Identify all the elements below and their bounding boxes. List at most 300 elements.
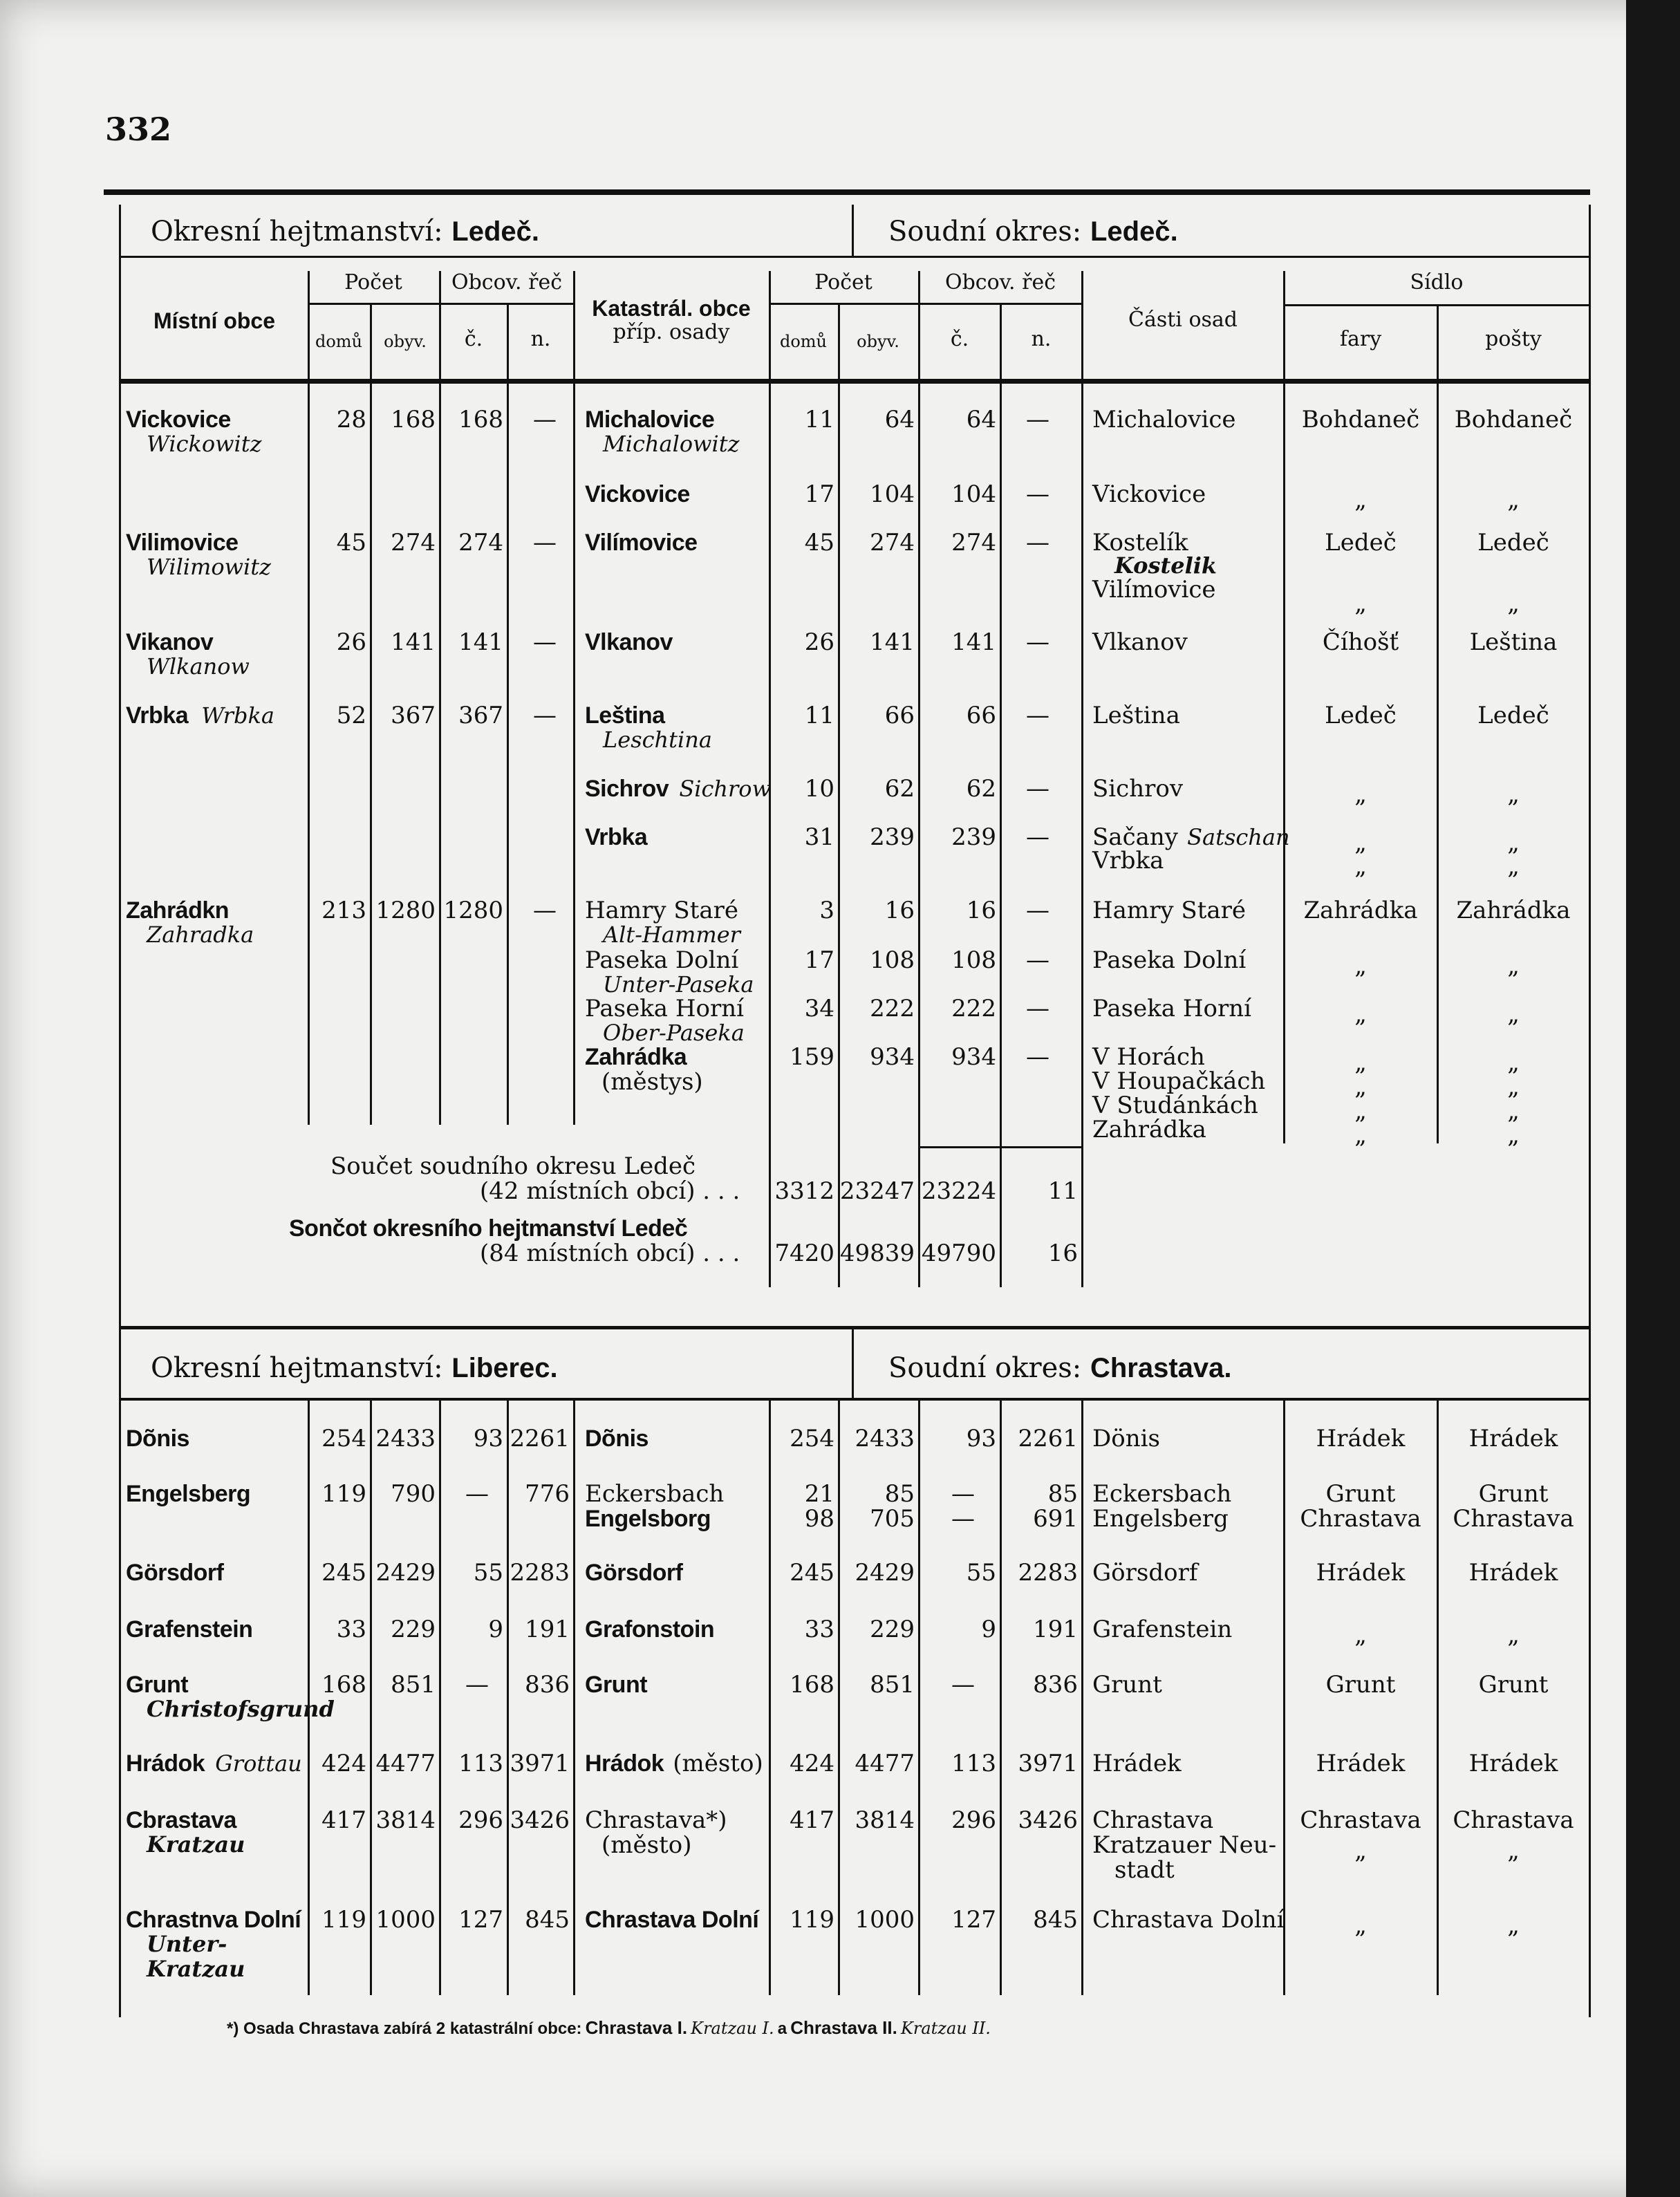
cell-domu: 33: [336, 1616, 366, 1643]
district-name: Liberec.: [451, 1353, 558, 1383]
cell-kdomu: 45: [804, 529, 834, 557]
cast-osady-4: Zahrádka: [1092, 1116, 1206, 1143]
posta: Ledeč: [1477, 529, 1549, 557]
cell-kn: —: [1026, 529, 1049, 557]
district-total-label-2: (84 místních obcí) . . .: [480, 1240, 740, 1267]
fara-2: „: [1354, 852, 1367, 880]
obec-name: Vickovice: [126, 406, 231, 433]
posta: „: [1507, 1621, 1520, 1649]
cell-obyv: 1000: [375, 1906, 436, 1934]
kat-name: Grafonstoin: [585, 1616, 715, 1643]
fara: „: [1354, 1000, 1367, 1028]
kat-name: Leština: [585, 702, 665, 729]
cell-kn: —: [1026, 1043, 1049, 1071]
cast-osady: Dönis: [1092, 1425, 1160, 1452]
district-total-c: 49790: [921, 1240, 996, 1267]
frame-right: [1589, 205, 1591, 1331]
cast-osady: Eckersbach: [1092, 1480, 1232, 1508]
cell-obyv: 4477: [375, 1750, 436, 1777]
col-domu-2: domů: [779, 332, 828, 351]
posta: Hrádek: [1468, 1425, 1558, 1452]
posta: Hrádek: [1468, 1559, 1558, 1587]
fara: Hrádek: [1316, 1559, 1406, 1587]
cell-kdomu: 21: [804, 1480, 834, 1508]
footnote-german-2: Kratzau II.: [900, 2019, 991, 2038]
cell-kdomu: 10: [804, 775, 834, 803]
footnote: [227, 2019, 991, 2037]
cell-domu: 417: [321, 1806, 366, 1834]
district-label: Okresní hejtmanství:: [151, 1352, 443, 1384]
fara-2: Chrastava: [1300, 1505, 1421, 1533]
fara-3: „: [1354, 1097, 1367, 1125]
cell-kc-2: —: [951, 1505, 975, 1533]
cell-domu: 168: [321, 1671, 366, 1699]
cell-kn: —: [1026, 995, 1049, 1022]
fara-2: „: [1354, 1073, 1367, 1101]
court-total-domu: 3312: [774, 1177, 834, 1205]
cast-osady: Grafenstein: [1092, 1616, 1233, 1643]
cell-kdomu: 245: [790, 1559, 834, 1587]
cell-kn: 191: [1033, 1616, 1078, 1643]
cell-c: 168: [458, 406, 503, 433]
cast-osady: Hrádek: [1092, 1750, 1182, 1777]
kat-name: Vrbka: [585, 824, 648, 850]
posta: „: [1507, 1911, 1520, 1939]
posta: Grunt: [1478, 1480, 1549, 1508]
kat-name: Michalovice: [585, 406, 715, 433]
cell-c: 367: [458, 702, 503, 729]
cast-osady-2: Kratzauer Neu-: [1092, 1831, 1277, 1859]
cast-osady-2: V Houpačkách: [1092, 1067, 1266, 1095]
kat-name: Hrádok: [585, 1750, 664, 1777]
cast-osady: Kostelík: [1092, 529, 1188, 557]
cell-kobyv: 16: [884, 897, 915, 924]
cell-kdomu: 34: [804, 995, 834, 1022]
cell-obyv: 851: [391, 1671, 436, 1699]
cast-osady: Sichrov: [1092, 775, 1184, 803]
footnote-text: *) Osada Chrastava zabírá 2 katastrální obce:: [227, 2019, 582, 2038]
header-divider-2: [852, 1329, 854, 1398]
col-sep: [1081, 271, 1083, 1287]
court-heading-2: [888, 1352, 1232, 1384]
cell-kdomu: 119: [790, 1906, 834, 1934]
cell-kdomu: 26: [804, 628, 834, 656]
cell-n: —: [533, 628, 557, 656]
cell-c: —: [465, 1480, 489, 1508]
kat-name: Eckersbach: [585, 1480, 725, 1508]
fara: „: [1354, 1621, 1367, 1649]
header-rule: [119, 256, 1589, 258]
obec-german-name: Grottau: [215, 1750, 302, 1777]
column-header-bottom-rule: [119, 379, 1589, 384]
cell-obyv: 2429: [375, 1559, 436, 1587]
cell-kn: 836: [1033, 1671, 1078, 1699]
fara: Grunt: [1325, 1480, 1396, 1508]
cell-domu: 45: [336, 529, 366, 557]
kat-german-name: Ober-Paseka: [603, 1020, 745, 1046]
cell-n: —: [533, 897, 557, 924]
district-total-n: 16: [1047, 1240, 1078, 1267]
cell-domu: 52: [336, 702, 366, 729]
kat-german-name: Michalowitz: [603, 431, 740, 457]
cell-n: 845: [525, 1906, 570, 1934]
cell-kdomu: 424: [790, 1750, 834, 1777]
district-total-obyv: 49839: [839, 1240, 915, 1267]
posta: Chrastava: [1453, 1806, 1574, 1834]
posta: Ledeč: [1477, 702, 1549, 729]
col-obcov: Obcov. řeč: [451, 270, 563, 295]
obec-german-name-2: Kratzau: [147, 1956, 245, 1982]
obec-german-name: Zahradka: [147, 922, 254, 948]
fara: „: [1354, 829, 1367, 857]
court-name: Ledeč.: [1090, 216, 1178, 247]
obec-name: Chrastnva Dolní: [126, 1907, 301, 1933]
cell-kc: 141: [951, 628, 996, 656]
footnote-bold-1: Chrastava I.: [585, 2017, 688, 2038]
cell-kobyv: 104: [870, 480, 915, 508]
posta: „: [1507, 952, 1520, 980]
cell-c: —: [465, 1671, 489, 1699]
district-total-domu: 7420: [774, 1240, 834, 1267]
posta: Hrádek: [1468, 1750, 1558, 1777]
court-label: Soudní okres:: [888, 216, 1082, 247]
cell-kobyv: 64: [884, 406, 915, 433]
posta: Leština: [1469, 628, 1558, 656]
kat-german-name: Leschtina: [603, 727, 712, 753]
cell-kn: —: [1026, 480, 1049, 508]
cell-c: 296: [458, 1806, 503, 1834]
district-label: Okresní hejtmanství:: [151, 216, 443, 247]
cell-kobyv: 934: [870, 1043, 915, 1071]
cell-kn: 845: [1033, 1906, 1078, 1934]
cell-kn: 3971: [1018, 1750, 1078, 1777]
book-gutter: [1626, 0, 1680, 2197]
cast-osady: Hamry Staré: [1092, 897, 1247, 924]
footnote-german-1: Kratzau I.: [691, 2019, 774, 2038]
page-number: 332: [105, 111, 172, 148]
cast-osady: Paseka Horní: [1092, 995, 1252, 1022]
posta: „: [1507, 1000, 1520, 1028]
fara: Chrastava: [1300, 1806, 1421, 1834]
kat-name: Paseka Dolní: [585, 946, 739, 974]
posta-2: Chrastava: [1453, 1505, 1574, 1533]
posta-2: „: [1507, 1837, 1520, 1864]
kat-subtitle: (městys): [601, 1068, 703, 1096]
col-obyv: obyv.: [384, 332, 427, 351]
cell-kobyv: 222: [870, 995, 915, 1022]
posta: Zahrádka: [1456, 897, 1571, 924]
posta-3: „: [1507, 1097, 1520, 1125]
cell-obyv: 274: [391, 529, 436, 557]
posta: „: [1507, 1049, 1520, 1076]
col-pocet-2: Počet: [814, 270, 872, 295]
cell-kobyv: 1000: [855, 1906, 915, 1934]
posta-2: „: [1507, 852, 1520, 880]
cell-domu: 28: [336, 406, 366, 433]
obec-name: Engelsberg: [126, 1481, 251, 1507]
frame-left: [119, 205, 121, 1331]
fara: Hrádek: [1316, 1425, 1406, 1452]
cell-n: 2283: [510, 1559, 570, 1587]
frame-left-2: [119, 1326, 121, 2017]
cast-osady: V Horách: [1092, 1043, 1205, 1071]
cast-osady-3: V Studánkách: [1092, 1092, 1258, 1119]
posta-2: „: [1507, 590, 1520, 617]
posta: „: [1507, 780, 1520, 808]
cell-kc: 127: [951, 1906, 996, 1934]
cell-c: 113: [458, 1750, 503, 1777]
cell-kdomu: 168: [790, 1671, 834, 1699]
footnote-and: a: [777, 2019, 787, 2038]
cell-kn-2: 691: [1033, 1505, 1078, 1533]
cell-kn: —: [1026, 946, 1049, 974]
col-sep: [573, 1401, 575, 1995]
court-name: Chrastava.: [1090, 1353, 1232, 1383]
kat-name: Dõnis: [585, 1425, 648, 1452]
cell-n: 3971: [510, 1750, 570, 1777]
obec-german-name: Wlkanow: [147, 653, 250, 680]
cell-n: —: [533, 529, 557, 557]
obec-cell: [126, 1752, 302, 1775]
cell-c: 9: [488, 1616, 503, 1643]
obec-german-name: Wilimowitz: [147, 554, 271, 580]
col-c: č.: [464, 327, 483, 351]
cell-kc: 108: [951, 946, 996, 974]
col-obyv-2: obyv.: [857, 332, 899, 351]
court-total-label-2: (42 místních obcí) . . .: [480, 1177, 740, 1205]
cast-osady: Vickovice: [1092, 480, 1206, 508]
col-pocet: Počet: [344, 270, 402, 295]
court-total-obyv: 23247: [839, 1177, 915, 1205]
court-heading: [888, 216, 1178, 247]
cell-kobyv: 2433: [855, 1425, 915, 1452]
court-total-label: Součet soudního okresu Ledeč: [330, 1152, 696, 1180]
cell-kobyv: 108: [870, 946, 915, 974]
cell-obyv: 3814: [375, 1806, 436, 1834]
cell-kdomu: 417: [790, 1806, 834, 1834]
cell-kdomu: 17: [804, 946, 834, 974]
obec-name: Vilimovice: [126, 530, 239, 556]
kat-german-name: Unter-Paseka: [603, 971, 754, 998]
col-domu: domů: [315, 332, 363, 351]
cast-osady: Chrastava: [1092, 1806, 1214, 1834]
court-total-c: 23224: [921, 1177, 996, 1205]
header-rule-2: [119, 1398, 1589, 1401]
cell-domu: 245: [321, 1559, 366, 1587]
col-n-2: n.: [1031, 327, 1052, 351]
cell-obyv: 367: [391, 702, 436, 729]
frame-right-2: [1589, 1326, 1591, 2017]
cell-n: 776: [525, 1480, 570, 1508]
kat-name: Grunt: [585, 1672, 648, 1698]
fara: Číhošť: [1322, 628, 1399, 656]
col-katastral-1: Katastrál. obce: [592, 296, 751, 321]
cell-kobyv: 239: [870, 823, 915, 851]
cell-kn: —: [1026, 702, 1049, 729]
cell-c: 55: [473, 1559, 503, 1587]
kat-name: Hamry Staré: [585, 897, 739, 924]
header-divider: [852, 205, 854, 256]
cell-kn: —: [1026, 406, 1049, 433]
obec-german-name: Wickowitz: [147, 431, 262, 457]
fara: Zahrádka: [1303, 897, 1418, 924]
section2-top-rule: [119, 1326, 1589, 1329]
cast-osady: Sačany: [1092, 823, 1178, 851]
cell-obyv: 141: [391, 628, 436, 656]
obec-german-name: Christofsgrund: [147, 1696, 335, 1722]
posta: „: [1507, 486, 1520, 514]
cast-osady: Chrastava Dolní: [1092, 1906, 1285, 1934]
cell-kn: —: [1026, 628, 1049, 656]
cell-obyv: 168: [391, 406, 436, 433]
cell-kn: 2261: [1018, 1425, 1078, 1452]
court-label: Soudní okres:: [888, 1352, 1082, 1384]
kat-name: Chrastava Dolní: [585, 1907, 759, 1933]
cell-n: —: [533, 406, 557, 433]
kat-cell: [585, 1752, 763, 1775]
kat-subtitle: (město): [601, 1831, 692, 1859]
cell-c: 274: [458, 529, 503, 557]
cell-kobyv: 274: [870, 529, 915, 557]
district-heading: [151, 216, 539, 247]
posta: Bohdaneč: [1454, 406, 1573, 433]
kat-name: Vlkanov: [585, 629, 673, 655]
posta-4: „: [1507, 1121, 1520, 1149]
cell-kn: 3426: [1018, 1806, 1078, 1834]
kat-name: Vickovice: [585, 481, 690, 507]
cell-c: 127: [458, 1906, 503, 1934]
cell-kn: —: [1026, 897, 1049, 924]
col-fary: fary: [1339, 327, 1382, 351]
fara: „: [1354, 780, 1367, 808]
fara-4: „: [1354, 1121, 1367, 1149]
total-rule: [920, 1146, 1081, 1148]
fara: „: [1354, 1049, 1367, 1076]
court-total-n: 11: [1047, 1177, 1078, 1205]
cell-kn: 2283: [1018, 1559, 1078, 1587]
district-total-label: Sončot okresního hejtmanství Ledeč: [289, 1215, 688, 1242]
cast-osady: Görsdorf: [1092, 1559, 1198, 1587]
obec-name: Vikanov: [126, 629, 214, 655]
cast-osady: Vlkanov: [1092, 628, 1188, 656]
cell-n: 3426: [510, 1806, 570, 1834]
cell-kdomu: 3: [819, 897, 834, 924]
cell-kdomu: 17: [804, 480, 834, 508]
cast-cell: [1092, 825, 1290, 849]
fara: Ledeč: [1325, 529, 1397, 557]
obec-name: Cbrastava: [126, 1807, 236, 1833]
cell-kobyv-2: 705: [870, 1505, 915, 1533]
cell-kobyv: 62: [884, 775, 915, 803]
col-obcov-2: Obcov. řeč: [944, 270, 1056, 295]
col-katastral-2: příp. osady: [613, 320, 730, 344]
cell-kobyv: 141: [870, 628, 915, 656]
obec-name: Dõnis: [126, 1425, 189, 1452]
cell-kc: 239: [951, 823, 996, 851]
district-heading-2: [151, 1352, 558, 1384]
obec-name: Grunt: [126, 1672, 189, 1698]
cell-kc: 113: [951, 1750, 996, 1777]
kat-subtitle: (město): [673, 1750, 763, 1777]
cell-kdomu: 159: [790, 1043, 834, 1071]
kat-cell: [585, 777, 771, 801]
cell-obyv: 790: [391, 1480, 436, 1508]
top-rule: [104, 189, 1590, 195]
cast-osady: Paseka Dolní: [1092, 946, 1247, 974]
cell-kobyv: 229: [870, 1616, 915, 1643]
obec-name: Grafenstein: [126, 1616, 253, 1643]
obec-name: Vrbka: [126, 702, 189, 729]
cell-domu: 254: [321, 1425, 366, 1452]
cell-kc: 104: [951, 480, 996, 508]
cell-kn: —: [1026, 775, 1049, 803]
obec-name: Zahrádkn: [126, 897, 230, 924]
kat-german-name: Sichrow: [679, 776, 771, 802]
cell-kc: —: [951, 1480, 975, 1508]
footnote-bold-2: Chrastava II.: [790, 2017, 897, 2038]
kat-german-name: Alt-Hammer: [603, 922, 740, 948]
obec-cell: [126, 704, 274, 727]
col-mistni-obce: Místní obce: [153, 308, 275, 333]
cell-kobyv: 851: [870, 1671, 915, 1699]
posta: Grunt: [1478, 1671, 1549, 1699]
cell-kobyv: 2429: [855, 1559, 915, 1587]
cast-osady-2: Vrbka: [1092, 847, 1164, 875]
cast-osady-2: Vilímovice: [1092, 576, 1216, 604]
obec-german-name: Unter-: [147, 1931, 227, 1957]
col-posty: pošty: [1485, 327, 1542, 351]
kat-name: Paseka Horní: [585, 995, 745, 1022]
col-sep: [1081, 1401, 1083, 1995]
cell-domu: 119: [321, 1480, 366, 1508]
cell-obyv: 1280: [375, 897, 436, 924]
col-sep: [439, 271, 441, 1125]
cell-kc: 296: [951, 1806, 996, 1834]
cell-kdomu: 31: [804, 823, 834, 851]
col-sidlo: Sídlo: [1410, 270, 1464, 295]
cell-n: —: [533, 702, 557, 729]
cell-kc: 9: [981, 1616, 996, 1643]
cell-domu: 213: [321, 897, 366, 924]
cell-kc: 62: [966, 775, 996, 803]
cell-kobyv: 3814: [855, 1806, 915, 1834]
cast-osady: Grunt: [1092, 1671, 1162, 1699]
fara: Hrádek: [1316, 1750, 1406, 1777]
cast-osady: Michalovice: [1092, 406, 1236, 433]
cast-osady-3: stadt: [1114, 1856, 1175, 1884]
cell-kn: 85: [1047, 1480, 1078, 1508]
posta: „: [1507, 829, 1520, 857]
fara: „: [1354, 952, 1367, 980]
fara-2: „: [1354, 590, 1367, 617]
col-c-2: č.: [950, 327, 969, 351]
cell-kc: 222: [951, 995, 996, 1022]
cell-domu: 119: [321, 1906, 366, 1934]
cell-n: 191: [525, 1616, 570, 1643]
fara: Ledeč: [1325, 702, 1397, 729]
cell-kc: 66: [966, 702, 996, 729]
cell-kn: —: [1026, 823, 1049, 851]
col-subheader-rule-2: [769, 303, 1081, 305]
cell-n: 2261: [510, 1425, 570, 1452]
kat-name: Chrastava*): [585, 1806, 727, 1834]
cell-kdomu: 33: [804, 1616, 834, 1643]
obec-name: Görsdorf: [126, 1560, 224, 1586]
cell-kc: 16: [966, 897, 996, 924]
district-name: Ledeč.: [451, 216, 539, 247]
cell-obyv: 2433: [375, 1425, 436, 1452]
fara: „: [1354, 1911, 1367, 1939]
